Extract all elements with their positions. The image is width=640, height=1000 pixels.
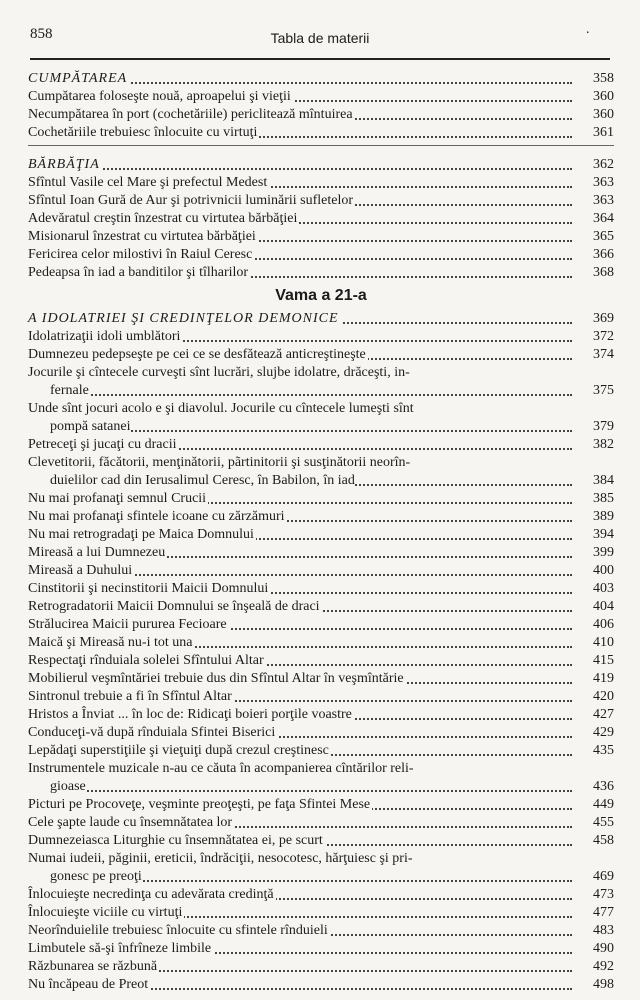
toc-entry-title: Maică şi Mireasă nu-i tot una	[28, 635, 193, 650]
toc-entry-title: A IDOLATRIEI ŞI CREDINŢELOR DEMONICE	[28, 311, 339, 326]
toc-entry-title: Dumnezeiasca Liturghie cu însemnătatea ei, pe scurt	[28, 833, 323, 848]
toc-page-number: 369	[574, 310, 614, 328]
toc-entry-title: Sfîntul Ioan Gură de Aur şi potrivnicii luminării sufletelor	[28, 193, 354, 208]
toc-entry	[28, 598, 614, 616]
toc-entry-title: Unde sînt jocuri acolo e şi diavolul. Jocurile cu cîntecele lumeşti sînt	[28, 400, 614, 418]
toc-page-number: 365	[574, 228, 614, 246]
toc-page-number: 449	[574, 796, 614, 814]
toc-entry	[28, 760, 614, 796]
toc-entry-title: Nu mai profanaţi semnul Crucii	[28, 491, 207, 506]
toc-entry	[28, 652, 614, 670]
toc-entry	[28, 706, 614, 724]
toc-entry-title: CUMPĂTAREA	[28, 71, 128, 86]
toc-entry	[28, 106, 614, 124]
page-number: 858	[30, 26, 53, 42]
toc-entry-title-continued: gonesc pe preoţi	[28, 868, 142, 886]
toc-entry	[28, 400, 614, 436]
dot-leader	[28, 394, 572, 396]
toc-page-number: 473	[574, 886, 614, 904]
toc-entry-title: Idolatrizaţii idoli umblători	[28, 329, 181, 344]
toc-entry	[28, 814, 614, 832]
toc-entry	[28, 346, 614, 364]
toc-entry	[28, 228, 614, 246]
toc-page-number: 469	[574, 868, 614, 886]
toc-page-number: 455	[574, 814, 614, 832]
toc-entry-title: Pedeapsa în iad a banditilor şi tîlharilor	[28, 265, 249, 280]
toc-page-number: 364	[574, 210, 614, 228]
toc-page-number: 420	[574, 688, 614, 706]
toc-entry	[28, 454, 614, 490]
toc-page-number: 394	[574, 526, 614, 544]
toc-entry	[28, 192, 614, 210]
dot-leader	[28, 168, 572, 170]
toc-entry	[28, 922, 614, 940]
toc-entry	[28, 634, 614, 652]
toc-entry	[28, 850, 614, 886]
toc-page-number: 458	[574, 832, 614, 850]
toc-page-number: 477	[574, 904, 614, 922]
toc-page-number: 382	[574, 436, 614, 454]
toc-entry	[28, 124, 614, 142]
toc-block-cumpatarea	[28, 70, 614, 142]
toc-page-number: 385	[574, 490, 614, 508]
toc-entry	[28, 940, 614, 958]
page-header	[30, 20, 610, 50]
toc-entry-title: Limbutele să-şi înfrîneze limbile	[28, 941, 212, 956]
toc-section-heading	[28, 156, 614, 174]
toc-entry-title: Numai iudeii, păginii, ereticii, îndrăciţii, nesocotesc, hărţuiesc şi pri-	[28, 850, 614, 868]
toc-entry	[28, 490, 614, 508]
toc-entry-title: Dumnezeu pedepseşte pe cei ce se desfătează anticreştineşte	[28, 347, 366, 362]
toc-entry	[28, 544, 614, 562]
toc-entry	[28, 742, 614, 760]
toc-entry	[28, 328, 614, 346]
toc-entry-title: Înlocuieşte necredinţa cu adevărata credinţă	[28, 887, 274, 902]
toc-entry	[28, 246, 614, 264]
toc-page-number: 404	[574, 598, 614, 616]
toc-entry-title: Înlocuieşte viciile cu virtuţi	[28, 905, 183, 920]
toc-page-number: 406	[574, 616, 614, 634]
toc-entry	[28, 526, 614, 544]
toc-entry-title: Conduceţi-vă după rînduiala Sfintei Biserici	[28, 725, 276, 740]
running-title: Tabla de materii	[270, 30, 370, 46]
toc-page-number: 399	[574, 544, 614, 562]
toc-page-number: 360	[574, 88, 614, 106]
toc-entry-title: Nu mai retrogradaţi pe Maica Domnului	[28, 527, 254, 542]
toc-entry-title: Nu mai profanaţi sfintele icoane cu zărzămuri	[28, 509, 285, 524]
toc-block-barbatia	[28, 156, 614, 282]
toc-entry	[28, 688, 614, 706]
header-rule	[30, 58, 610, 60]
vama-title: Vama a 21-a	[275, 287, 367, 304]
toc-page-number: 358	[574, 70, 614, 88]
toc-entry-title-continued: pompă satanei	[28, 418, 130, 436]
toc-entry	[28, 958, 614, 976]
toc-entry-title: Necumpătarea în port (cochetăriile) periclitează mîntuirea	[28, 107, 353, 122]
table-of-contents	[28, 70, 614, 994]
toc-page-number: 403	[574, 580, 614, 598]
toc-entry	[28, 886, 614, 904]
toc-entry-title: Jocurile şi cîntecele curveşti sînt lucrări, slujbe idolatre, drăceşti, in-	[28, 364, 614, 382]
toc-entry-title: Cinstitorii şi necinstitorii Maicii Domnului	[28, 581, 269, 596]
toc-entry-title: Mireasă a lui Dumnezeu	[28, 545, 166, 560]
toc-entry-title: Cele şapte laude cu însemnătatea lor	[28, 815, 233, 830]
toc-entry-title-continued: fernale	[28, 382, 89, 400]
toc-entry-title: Răzbunarea se răzbună	[28, 959, 158, 974]
toc-page-number: 400	[574, 562, 614, 580]
toc-entry	[28, 796, 614, 814]
toc-entry	[28, 562, 614, 580]
toc-entry-title: Fericirea celor milostivi în Raiul Ceresc	[28, 247, 253, 262]
toc-page-number: 368	[574, 264, 614, 282]
toc-entry-title: Cumpătarea foloseşte nouă, aproapelui şi vieţii	[28, 89, 291, 104]
toc-page-number: 436	[574, 778, 614, 796]
toc-entry-title: Mireasă a Duhului	[28, 563, 133, 578]
toc-entry	[28, 670, 614, 688]
toc-page-number: 389	[574, 508, 614, 526]
toc-entry-title: Misionarul înzestrat cu virtutea bărbăţiei	[28, 229, 256, 244]
toc-page-number: 435	[574, 742, 614, 760]
toc-entry-title: Retrogradatorii Maicii Domnului se înşeală de draci	[28, 599, 320, 614]
toc-page-number: 360	[574, 106, 614, 124]
toc-block-idolatrie	[28, 310, 614, 994]
dot-leader	[28, 790, 572, 792]
toc-entry-title: Respectaţi rînduiala solelei Sfîntului Altar	[28, 653, 264, 668]
toc-entry	[28, 508, 614, 526]
toc-entry-title: Cochetăriile trebuiesc înlocuite cu virtuţi	[28, 125, 258, 140]
toc-page-number: 379	[574, 418, 614, 436]
toc-entry	[28, 904, 614, 922]
toc-entry	[28, 616, 614, 634]
toc-entry-title: Strălucirea Maicii pururea Fecioare	[28, 617, 227, 632]
toc-entry	[28, 976, 614, 994]
toc-page-number: 492	[574, 958, 614, 976]
toc-page-number: 483	[574, 922, 614, 940]
toc-page-number: 363	[574, 174, 614, 192]
toc-entry-title: Adevăratul creştin înzestrat cu virtutea bărbăţiei	[28, 211, 298, 226]
toc-entry-title: Neorînduielile trebuiesc înlocuite cu sfintele rînduieli	[28, 923, 328, 938]
toc-entry-title: Picturi pe Procoveţe, veşminte preoţeşti, pe faţa Sfintei Mese	[28, 797, 371, 812]
toc-entry	[28, 832, 614, 850]
toc-entry-title: Petreceţi şi jucaţi cu dracii	[28, 437, 177, 452]
toc-page-number: 374	[574, 346, 614, 364]
toc-page-number: 363	[574, 192, 614, 210]
toc-entry-title: BĂRBĂŢIA	[28, 157, 100, 172]
toc-entry-title: Nu încăpeau de Preot	[28, 977, 149, 992]
toc-entry	[28, 210, 614, 228]
toc-entry	[28, 724, 614, 742]
toc-section-heading	[28, 70, 614, 88]
toc-entry-title: Sfîntul Vasile cel Mare şi prefectul Medest	[28, 175, 268, 190]
toc-page-number: 415	[574, 652, 614, 670]
toc-page-number: 372	[574, 328, 614, 346]
toc-entry	[28, 580, 614, 598]
toc-entry	[28, 436, 614, 454]
toc-entry	[28, 88, 614, 106]
toc-entry-title: Sintronul trebuie a fi în Sfîntul Altar	[28, 689, 232, 704]
toc-entry-title: Mobilierul veşmîntăriei trebuie dus din Sfîntul Altar în veşmîntărie	[28, 671, 404, 686]
toc-section-heading	[28, 310, 614, 328]
toc-page-number: 362	[574, 156, 614, 174]
toc-entry-title-continued: gioase	[28, 778, 86, 796]
toc-page-number: 419	[574, 670, 614, 688]
toc-entry-title: Clevetitorii, făcătorii, menţinătorii, pãrtinitorii şi susţinătorii neorîn-	[28, 454, 614, 472]
toc-entry	[28, 364, 614, 400]
section-divider	[28, 145, 614, 146]
toc-page-number: 498	[574, 976, 614, 994]
toc-entry-title: Instrumentele muzicale n-au ce căuta în acompanierea cîntărilor reli-	[28, 760, 614, 778]
toc-page-number: 361	[574, 124, 614, 142]
toc-page-number: 427	[574, 706, 614, 724]
toc-entry-title: Lepădaţi superstiţiile şi vieţuiţi după crezul creştinesc	[28, 743, 329, 758]
toc-page-number: 366	[574, 246, 614, 264]
toc-page-number: 429	[574, 724, 614, 742]
toc-page-number: 410	[574, 634, 614, 652]
toc-page-number: 384	[574, 472, 614, 490]
toc-entry	[28, 264, 614, 282]
toc-entry-title: Hristos a Înviat ... în loc de: Ridicaţi boieri porţile voastre	[28, 707, 352, 722]
toc-page-number: 375	[574, 382, 614, 400]
header-mark: ·	[585, 26, 590, 41]
toc-entry	[28, 174, 614, 192]
toc-entry-title-continued: duielilor cad din Ierusalimul Ceresc, în Babilon, în iad	[28, 472, 355, 490]
toc-page-number: 490	[574, 940, 614, 958]
